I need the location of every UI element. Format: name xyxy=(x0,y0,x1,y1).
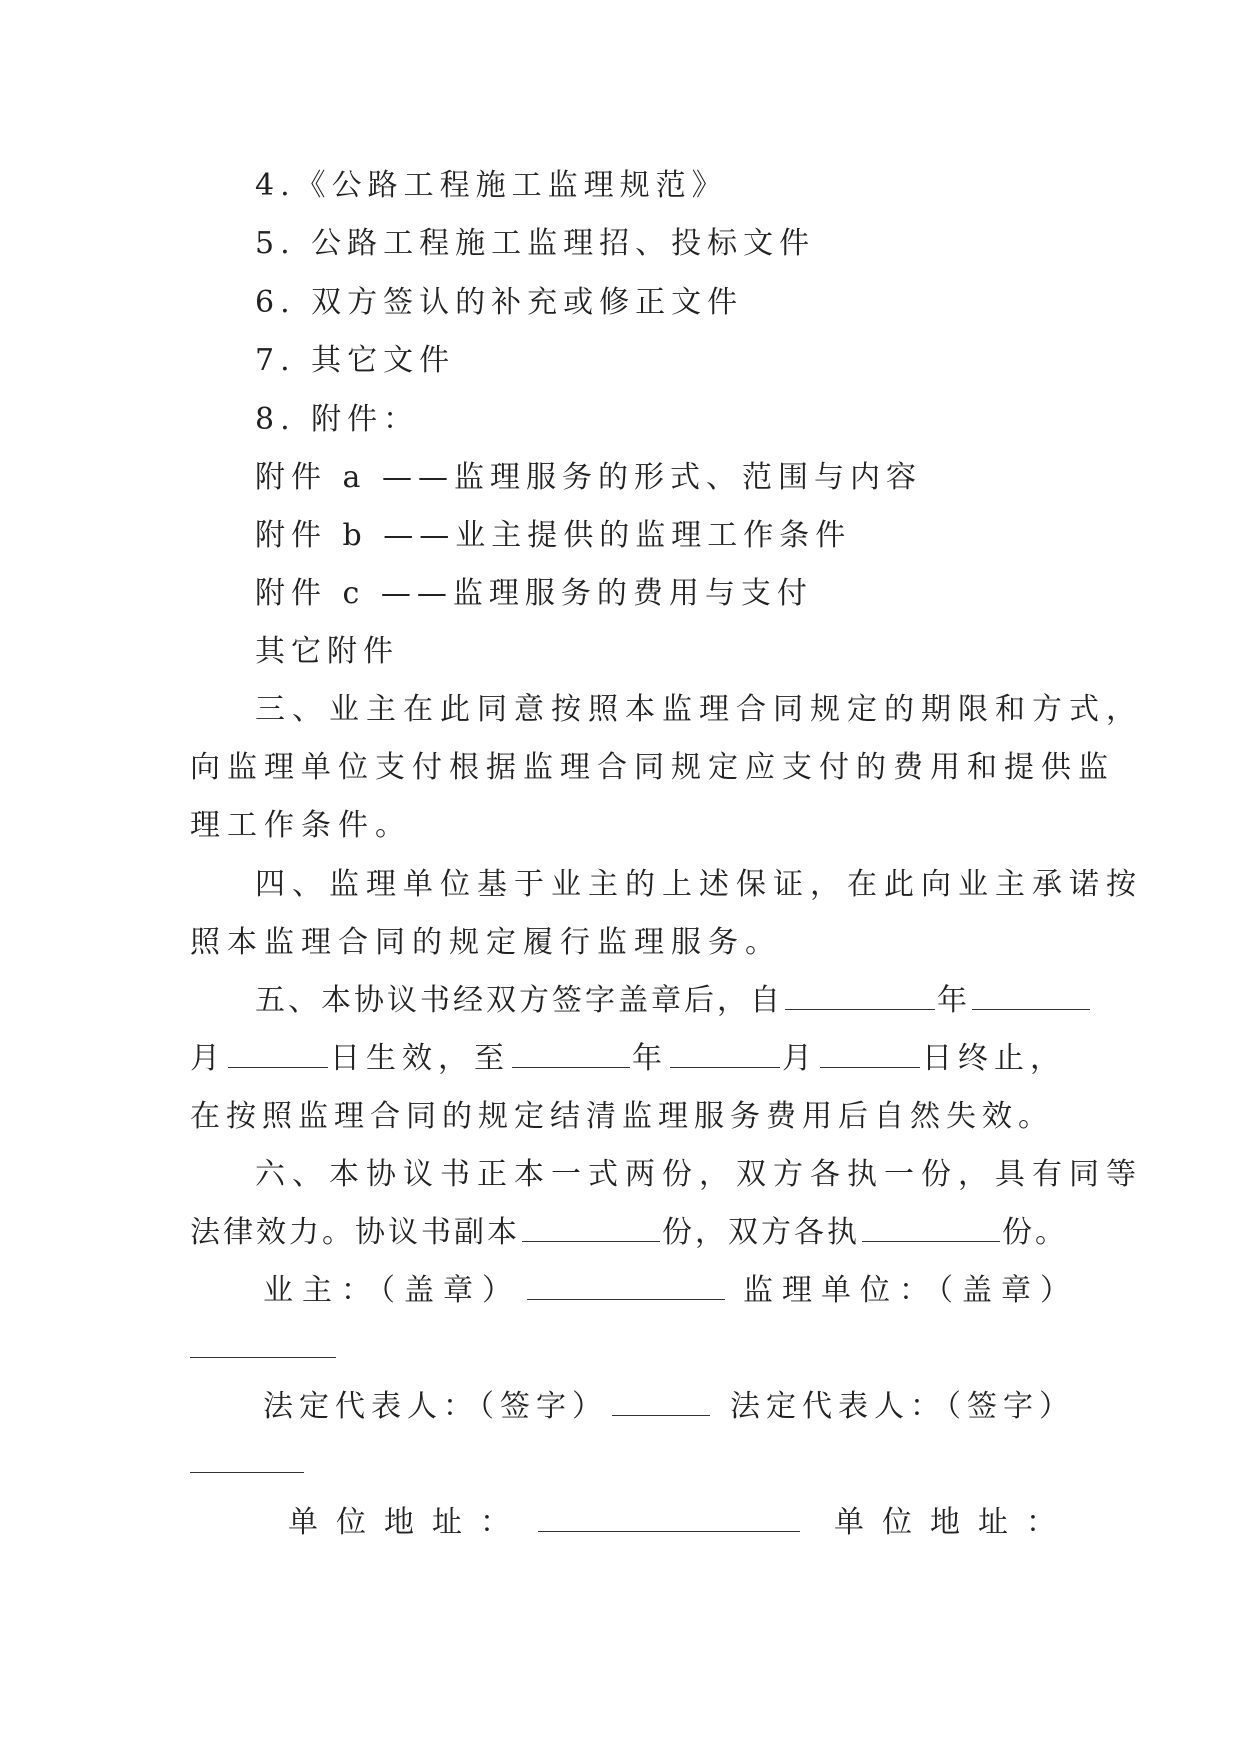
list-item-4: 4.《公路工程施工监理规范》 xyxy=(255,168,728,203)
list-item-7: 7. 其它文件 xyxy=(255,343,456,378)
terminate-text: 日终止， xyxy=(922,1041,1066,1076)
year-label: 年 xyxy=(632,1041,668,1076)
copies-end-text: 份。 xyxy=(1002,1215,1068,1250)
copies-blank[interactable] xyxy=(522,1213,660,1242)
end-year-blank[interactable] xyxy=(512,1039,630,1068)
start-day-blank[interactable] xyxy=(228,1039,328,1068)
clause-5-line-3: 在按照监理合同的规定结清监理服务费用后自然失效。 xyxy=(190,1099,1054,1134)
other-attachments: 其它附件 xyxy=(255,634,399,669)
copies-each-blank[interactable] xyxy=(862,1213,1000,1242)
supervisor-address-label: 单位地址： xyxy=(834,1505,1074,1540)
clause-4-line-1: 四、监理单位基于业主的上述保证，在此向业主承诺按 xyxy=(255,867,1143,902)
clause-6-line-1: 六、本协议书正本一式两份，双方各执一份，具有同等 xyxy=(255,1157,1143,1192)
supervisor-representative-label: 法定代表人：（签字） xyxy=(730,1389,1075,1424)
attachment-a: 附件 a ——监理服务的形式、范围与内容 xyxy=(255,460,922,495)
start-month-blank[interactable] xyxy=(972,981,1090,1010)
list-item-8: 8. 附件： xyxy=(255,402,420,437)
owner-seal-line xyxy=(263,1271,1079,1311)
owner-seal-blank[interactable] xyxy=(527,1271,725,1300)
list-item-5: 5. 公路工程施工监理招、投标文件 xyxy=(255,226,816,261)
end-month-blank[interactable] xyxy=(670,1039,780,1068)
owner-seal-label: 业主：（盖章） xyxy=(263,1273,521,1308)
clause-4-line-2: 照本监理合同的规定履行监理服务。 xyxy=(190,925,782,960)
clause-6-line-2 xyxy=(190,1213,1068,1253)
end-day-blank[interactable] xyxy=(820,1039,920,1068)
list-item-6: 6. 双方签认的补充或修正文件 xyxy=(255,285,744,320)
copies-each-text: 份，双方各执 xyxy=(662,1215,860,1250)
clause-5-line-1 xyxy=(255,981,1092,1021)
clause-3-line-1: 三、业主在此同意按照本监理合同规定的期限和方式， xyxy=(255,692,1143,727)
owner-address-label: 单位地址： xyxy=(288,1505,528,1540)
attachment-b: 附件 b ——业主提供的监理工作条件 xyxy=(255,518,852,553)
year-label: 年 xyxy=(937,983,970,1018)
start-year-blank[interactable] xyxy=(785,981,935,1010)
effective-text: 日生效，至 xyxy=(330,1041,510,1076)
month-label: 月 xyxy=(782,1041,818,1076)
attachment-c: 附件 c ——监理服务的费用与支付 xyxy=(255,576,813,611)
supervisor-representative-blank[interactable] xyxy=(190,1472,304,1473)
owner-representative-blank[interactable] xyxy=(612,1387,710,1416)
supervisor-seal-label: 监理单位：（盖章） xyxy=(743,1273,1079,1308)
month-label: 月 xyxy=(190,1041,226,1076)
supervisor-seal-blank[interactable] xyxy=(190,1357,336,1358)
clause-5-text: 五、本协议书经双方签字盖章后，自 xyxy=(255,983,783,1018)
clause-3-line-2: 向监理单位支付根据监理合同规定应支付的费用和提供监 xyxy=(190,750,1115,785)
clause-5-line-2 xyxy=(190,1039,1066,1079)
owner-representative-label: 法定代表人：（签字） xyxy=(263,1389,608,1424)
owner-address-blank[interactable] xyxy=(538,1503,800,1532)
copies-text: 法律效力。协议书副本 xyxy=(190,1215,520,1250)
clause-3-line-3: 理工作条件。 xyxy=(190,808,412,843)
address-line xyxy=(288,1503,1074,1543)
representative-line xyxy=(263,1387,1075,1427)
